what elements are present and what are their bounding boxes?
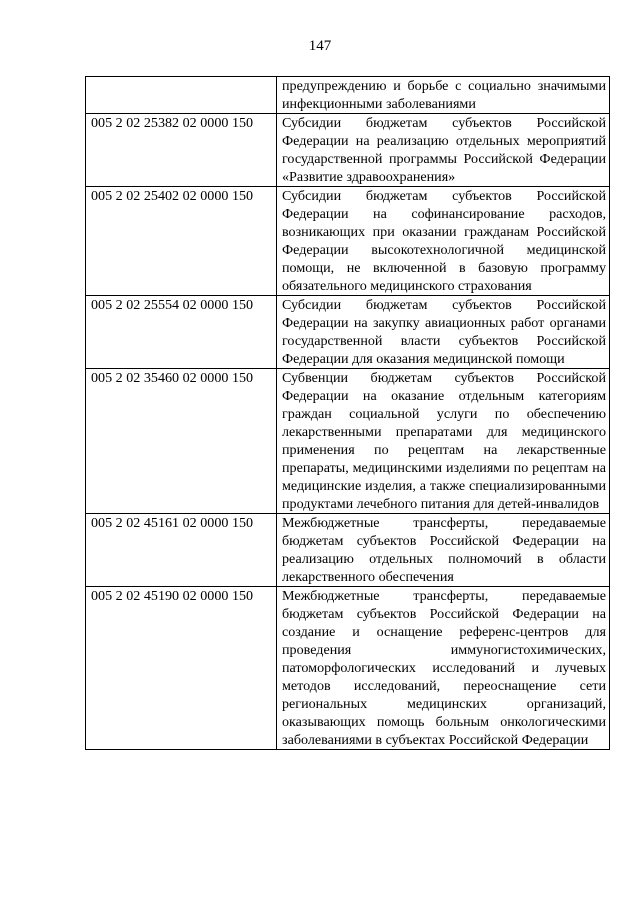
- description-cell: Межбюджетные трансферты, передаваемые бюджетам субъектов Российской Федерации на реализацию отдельных полномочий в области лекарственного обеспечения: [277, 514, 610, 587]
- budget-code-cell: 005 2 02 35460 02 0000 150: [86, 369, 277, 514]
- budget-code-cell: 005 2 02 25402 02 0000 150: [86, 187, 277, 296]
- table-row: [86, 187, 610, 296]
- description-cell: Субвенции бюджетам субъектов Российской Федерации на оказание отдельным категориям граждан социальной услуги по обеспечению лекарственными препаратами для медицинского применения по рецептам на лекарственные препараты, медицинскими изделиями по рецептам на медицинские изделия, а также специализированными продуктами лечебного питания для детей-инвалидов: [277, 369, 610, 514]
- table-row: [86, 587, 610, 750]
- table-row: [86, 77, 610, 114]
- description-cell: Субсидии бюджетам субъектов Российской Федерации на софинансирование расходов, возникающих при оказании гражданам Российской Федерации высокотехнологичной медицинской помощи, не включенной в базовую программу обязательного медицинского страхования: [277, 187, 610, 296]
- table-row: [86, 296, 610, 369]
- budget-code-cell: 005 2 02 25554 02 0000 150: [86, 296, 277, 369]
- budget-code-cell: [86, 77, 277, 114]
- description-cell: предупреждению и борьбе с социально значимыми инфекционными заболеваниями: [277, 77, 610, 114]
- budget-code-cell: 005 2 02 45161 02 0000 150: [86, 514, 277, 587]
- table-row: [86, 369, 610, 514]
- page-number: 147: [308, 38, 332, 54]
- description-cell: Субсидии бюджетам субъектов Российской Федерации на реализацию отдельных мероприятий государственной программы Российской Федерации «Развитие здравоохранения»: [277, 114, 610, 187]
- table-row: [86, 114, 610, 187]
- budget-code-cell: 005 2 02 45190 02 0000 150: [86, 587, 277, 750]
- table-row: [86, 514, 610, 587]
- description-cell: Межбюджетные трансферты, передаваемые бюджетам субъектов Российской Федерации на создание и оснащение референс-центров для проведения иммуногистохимических, патоморфологических исследований и лучевых методов исследований, переоснащение сети региональных медицинских организаций, оказывающих помощь больным онкологическими заболеваниями в субъектах Российской Федерации: [277, 587, 610, 750]
- description-cell: Субсидии бюджетам субъектов Российской Федерации на закупку авиационных работ органами государственной власти субъектов Российской Федерации для оказания медицинской помощи: [277, 296, 610, 369]
- budget-code-cell: 005 2 02 25382 02 0000 150: [86, 114, 277, 187]
- budget-classification-table: [85, 76, 610, 750]
